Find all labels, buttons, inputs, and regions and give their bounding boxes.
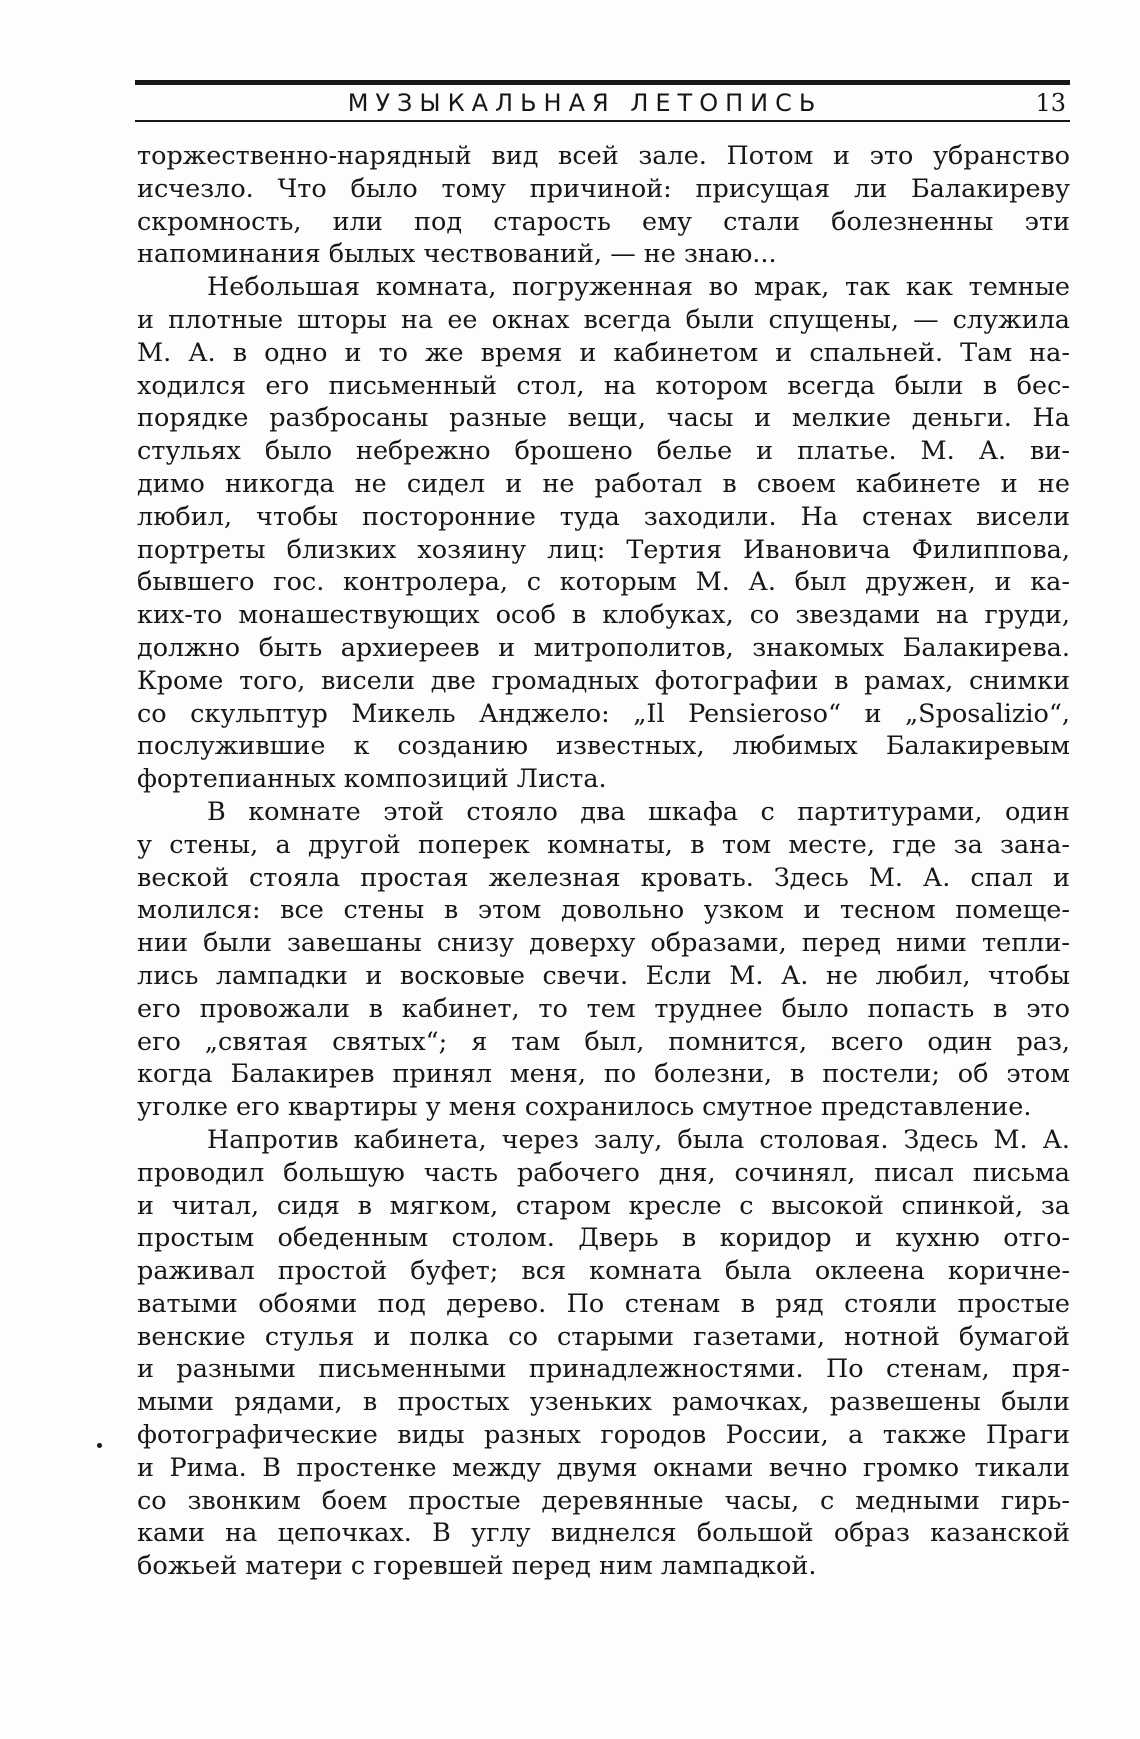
page-number: 13 <box>1035 89 1066 117</box>
text-line: мыми рядами, в простых узеньких рамочках, развешены были <box>137 1387 1070 1418</box>
paragraph <box>137 796 1070 1124</box>
text-line: бывшего гос. контролера, с которым М. А. был дружен, и ка- <box>137 567 1070 598</box>
text-line: лись лампадки и восковые свечи. Если М. А. не любил, чтобы <box>137 960 1070 991</box>
text-line: В комнате этой стояло два шкафа с партитурами, один <box>207 796 1070 827</box>
text-line: молился: все стены в этом довольно узком и тесном помеще- <box>137 895 1070 926</box>
text-line: нии были завешаны снизу доверху образами, перед ними тепли- <box>137 928 1070 959</box>
text-line: торжественно-нарядный вид всей зале. Потом и это убранство <box>137 141 1070 171</box>
text-line: Напротив кабинета, через залу, была столовая. Здесь М. А. <box>207 1124 1070 1155</box>
body-text <box>137 140 1070 1583</box>
text-line: ких-то монашествующих особ в клобуках, со звездами на груди, <box>137 600 1070 631</box>
text-line: простым обеденным столом. Дверь в коридор и кухню отго- <box>137 1223 1070 1254</box>
text-line: димо никогда не сидел и не работал в своем кабинете и не <box>137 468 1070 499</box>
text-line: фотографические виды разных городов России, а также Праги <box>137 1420 1070 1451</box>
paragraph <box>137 1124 1070 1583</box>
text-line: со звонким боем простые деревянные часы, с медными гирь- <box>137 1485 1070 1516</box>
text-line: любил, чтобы посторонние туда заходили. На стенах висели <box>137 501 1070 532</box>
text-line: ходился его письменный стол, на котором всегда были в бес- <box>137 370 1070 401</box>
text-line: порядке разбросаны разные вещи, часы и мелкие деньги. На <box>137 403 1070 434</box>
text-line: со скульптур Микель Анджело: „Il Pensieroso“ и „Sposalizio“, <box>137 698 1070 729</box>
text-line: раживал простой буфет; вся комната была оклеена коричне- <box>137 1256 1070 1287</box>
text-line: Кроме того, висели две громадных фотографии в рамах, снимки <box>137 665 1070 696</box>
text-line: портреты близких хозяину лиц: Тертия Ивановича Филиппова, <box>137 534 1070 565</box>
text-line: исчезло. Что было тому причиной: присущая ли Балакиреву <box>137 173 1070 204</box>
text-line: Небольшая комната, погруженная во мрак, так как темные <box>207 272 1070 303</box>
text-line: должно быть архиереев и митрополитов, знакомых Балакирева. <box>137 632 1070 663</box>
text-line: его „святая святых“; я там был, помнится, всего один раз, <box>137 1026 1070 1057</box>
text-line: венские стулья и полка со старыми газетами, нотной бумагой <box>137 1321 1070 1352</box>
text-line: фортепианных композиций Листа. <box>137 764 607 795</box>
paragraph <box>137 140 1070 271</box>
text-line: уголке его квартиры у меня сохранилось смутное представление. <box>137 1092 1032 1123</box>
text-line: и Рима. В простенке между двумя окнами вечно громко тикали <box>137 1452 1070 1483</box>
text-line: скромность, или под старость ему стали болезненны эти <box>137 206 1070 237</box>
text-line: М. А. в одно и то же время и кабинетом и спальней. Там на- <box>137 337 1070 368</box>
text-line: веской стояла простая железная кровать. Здесь М. А. спал и <box>137 862 1070 893</box>
text-line: послужившие к созданию известных, любимых Балакиревым <box>137 731 1070 762</box>
text-line: проводил большую часть рабочего дня, сочинял, писал письма <box>137 1157 1070 1188</box>
text-line: у стены, а другой поперек комнаты, в том месте, где за зана- <box>137 829 1070 860</box>
header-rule-top <box>135 80 1070 85</box>
print-speck <box>97 1443 102 1448</box>
text-line: ватыми обоями под дерево. По стенам в ряд стояли простые <box>137 1288 1070 1319</box>
text-line: и читал, сидя в мягком, старом кресле с высокой спинкой, за <box>137 1190 1070 1221</box>
text-line: его провожали в кабинет, то тем труднее было попасть в это <box>137 993 1070 1024</box>
text-line: ками на цепочках. В углу виднелся большой образ казанской <box>137 1518 1070 1549</box>
text-line: стульях было небрежно брошено белье и платье. М. А. ви- <box>137 436 1070 467</box>
paragraph <box>137 271 1070 796</box>
text-line: когда Балакирев принял меня, по болезни, в постели; об этом <box>137 1059 1070 1090</box>
header-rule-bottom <box>135 120 1070 122</box>
text-line: напоминания былых чествований, — не знаю... <box>137 239 777 270</box>
running-head <box>135 86 1070 120</box>
running-title: МУЗЫКАЛЬНАЯ ЛЕТОПИСЬ <box>347 89 823 117</box>
text-line: божьей матери с горевшей перед ним лампадкой. <box>137 1551 817 1582</box>
text-line: и разными письменными принадлежностями. По стенам, пря- <box>137 1354 1070 1385</box>
text-line: и плотные шторы на ее окнах всегда были спущены, — служила <box>137 304 1070 335</box>
